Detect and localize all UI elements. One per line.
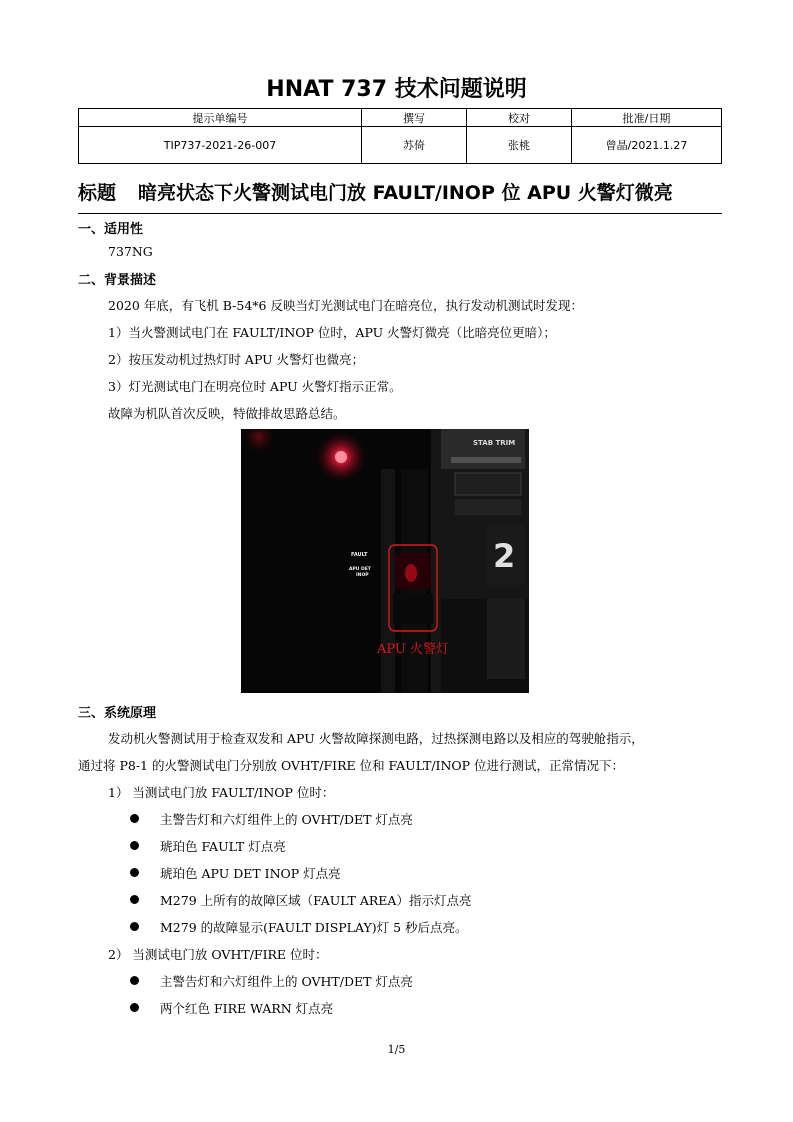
principle-paragraph-line-2: 通过将 P8-1 的火警测试电门分别放 OVHT/FIRE 位和 FAULT/INOP 位进行测试，正常情况下： xyxy=(78,758,625,773)
fault-inop-bullet-1: 主警告灯和六灯组件上的 OVHT/DET 灯点亮 xyxy=(160,812,413,827)
test-item-ovht-fire: 2） 当测试电门放 OVHT/FIRE 位时： xyxy=(108,947,328,962)
document-title: HNAT 737 技术问题说明 xyxy=(266,77,527,102)
value-approval-date: 曾晶/2021.1.27 xyxy=(572,127,722,164)
cockpit-photo-graphic xyxy=(241,429,529,693)
value-reviewer: 张桃 xyxy=(467,127,572,164)
header-author: 撰写 xyxy=(362,109,467,127)
apu-fire-light-annotation: APU 火警灯 xyxy=(377,642,449,657)
bullet-icon xyxy=(130,841,139,850)
fault-inop-bullet-5: M279 的故障显示(FAULT DISPLAY)灯 5 秒后点亮。 xyxy=(160,920,468,935)
subject-divider xyxy=(78,213,722,214)
bullet-icon xyxy=(130,895,139,904)
value-author: 苏倚 xyxy=(362,127,467,164)
header-tip-number: 提示单编号 xyxy=(79,109,362,127)
header-approval-date: 批准/日期 xyxy=(572,109,722,127)
ovht-fire-bullet-2: 两个红色 FIRE WARN 灯点亮 xyxy=(160,1001,334,1016)
fault-inop-bullet-2: 琥珀色 FAULT 灯点亮 xyxy=(160,839,286,854)
bullet-icon xyxy=(130,922,139,931)
section-1-heading: 一、适用性 xyxy=(78,222,144,237)
background-conclusion: 故障为机队首次反映，特做排故思路总结。 xyxy=(108,406,346,421)
background-item-3: 3）灯光测试电门在明亮位时 APU 火警灯指示正常。 xyxy=(108,379,402,394)
principle-paragraph-line-1: 发动机火警测试用于检查双发和 APU 火警故障探测电路，过热探测电路以及相应的驾驶舱指示， xyxy=(108,731,644,746)
subject-text: 暗亮状态下火警测试电门放 FAULT/INOP 位 APU 火警灯微亮 xyxy=(138,182,673,204)
value-tip-number: TIP737-2021-26-007 xyxy=(79,127,362,164)
subject-label: 标题 xyxy=(78,182,117,204)
section-2-heading: 二、背景描述 xyxy=(78,273,157,288)
bullet-icon xyxy=(130,976,139,985)
page-number: 1/5 xyxy=(387,1043,406,1056)
tip-meta-table xyxy=(78,108,722,164)
background-item-2: 2）按压发动机过热灯时 APU 火警灯也微亮； xyxy=(108,352,365,367)
section-3-heading: 三、系统原理 xyxy=(78,706,157,721)
fault-inop-bullet-4: M279 上所有的故障区域（FAULT AREA）指示灯点亮 xyxy=(160,893,472,908)
apu-inop-label: INOP xyxy=(356,573,369,578)
stab-trim-digit: 2 xyxy=(493,537,516,575)
bullet-icon xyxy=(130,1003,139,1012)
background-paragraph: 2020 年底，有飞机 B-54*6 反映当灯光测试电门在暗亮位，执行发动机测试时发现： xyxy=(108,298,583,313)
cockpit-photo xyxy=(241,429,529,693)
background-item-1: 1）当火警测试电门在 FAULT/INOP 位时，APU 火警灯微亮（比暗亮位更暗）； xyxy=(108,325,556,340)
bullet-icon xyxy=(130,868,139,877)
ovht-fire-bullet-1: 主警告灯和六灯组件上的 OVHT/DET 灯点亮 xyxy=(160,974,413,989)
apu-det-label: APU DET xyxy=(349,567,371,572)
test-item-fault-inop: 1） 当测试电门放 FAULT/INOP 位时： xyxy=(108,785,335,800)
section-1-text: 737NG xyxy=(108,244,153,259)
fault-light-label: FAULT xyxy=(351,552,368,558)
bullet-icon xyxy=(130,814,139,823)
header-reviewer: 校对 xyxy=(467,109,572,127)
stab-trim-label: STAB TRIM xyxy=(473,439,516,447)
fault-inop-bullet-3: 琥珀色 APU DET INOP 灯点亮 xyxy=(160,866,341,881)
subject-line xyxy=(78,178,673,205)
